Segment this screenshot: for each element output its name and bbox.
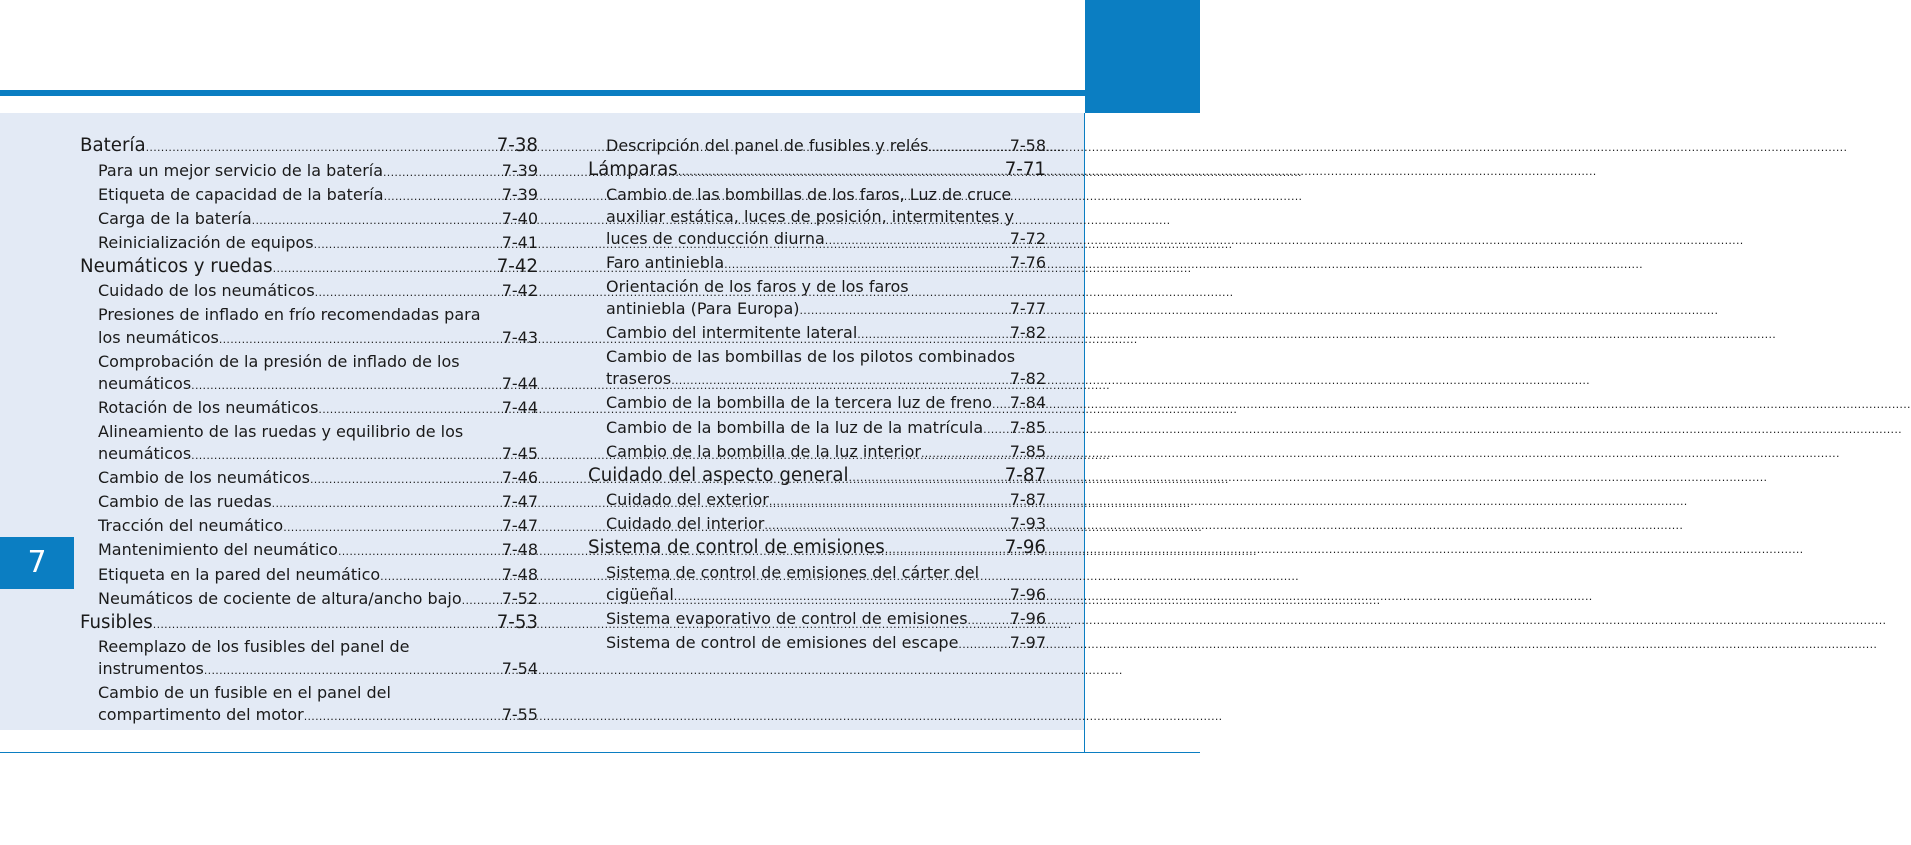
dot-leader [219,327,502,351]
dot-leader [310,467,502,491]
toc-entry[interactable] [588,322,1046,346]
toc-entry[interactable] [80,515,538,539]
toc-entry[interactable] [588,392,1046,416]
toc-page-number[interactable]: 7-47 [501,516,538,536]
toc-page-number[interactable]: 7-47 [501,492,538,512]
toc-entry-title: Cambio de los neumáticos [98,468,310,488]
toc-entry-title: luces de conducción diurna [606,228,825,248]
toc-page-number[interactable]: 7-58 [1009,136,1046,155]
toc-page-number[interactable]: 7-82 [1009,369,1046,389]
toc-page-number[interactable]: 7-41 [501,232,538,252]
toc-page-number[interactable]: 7-85 [1009,417,1046,437]
toc-page-number[interactable]: 7-39 [501,160,538,180]
toc-entry-title: Faro antiniebla [606,252,725,272]
dot-leader [273,256,497,281]
chapter-tab[interactable]: 7 [0,537,74,589]
corner-color-block [1085,0,1200,113]
toc-page-number[interactable]: 7-71 [1004,159,1046,181]
toc-entry-title: Cambio de las bombillas de los pilotos combinados [606,347,1016,367]
toc-entry[interactable] [588,346,1046,392]
toc-entry-title: Sistema de control de emisiones del escape [606,633,959,653]
toc-entry-title: Batería [80,135,146,156]
toc-page-number[interactable]: 7-96 [1009,609,1046,629]
toc-entry-title: antiniebla (Para Europa) [606,299,800,319]
toc-page-number[interactable]: 7-97 [1009,633,1046,653]
dot-leader [671,368,1010,392]
dot-leader [318,397,501,421]
toc-page-number[interactable]: 7-52 [501,588,538,608]
dot-leader [929,135,1010,159]
dot-leader [191,373,502,397]
toc-entry[interactable] [80,636,538,682]
toc-page-number[interactable]: 7-45 [501,444,538,464]
toc-section-entry[interactable] [80,135,538,160]
footer-rule [0,752,1200,753]
toc-section-entry[interactable] [80,612,538,637]
toc-entry[interactable] [80,184,538,208]
toc-entry-title: instrumentos [98,659,204,679]
toc-entry[interactable] [80,564,538,588]
toc-entry[interactable] [80,467,538,491]
toc-entry[interactable] [588,184,1046,252]
toc-page-number[interactable]: 7-96 [1009,585,1046,604]
dot-leader [992,392,1010,416]
toc-entry-title: Cambio de un fusible en el panel del [98,683,391,703]
toc-entry-title: Sistema evaporativo de control de emisiones [606,609,968,629]
dot-leader [724,252,1010,276]
toc-entry[interactable] [80,682,538,728]
toc-entry-title: Descripción del panel de fusibles y relés [606,136,929,155]
dot-leader [384,184,502,208]
toc-entry-title: Fusibles [80,611,153,633]
dot-leader [857,322,1009,346]
dot-leader [849,465,1005,490]
toc-entry-title: Carga de la batería [98,208,252,228]
toc-entry-title: Comprobación de la presión de inflado de los [98,351,460,371]
toc-section-entry[interactable] [588,159,1046,184]
toc-entry[interactable] [80,539,538,563]
dot-leader [825,228,1010,252]
toc-entry-title: Etiqueta en la pared del neumático [98,564,381,584]
toc-entry[interactable] [80,588,538,612]
toc-page-number[interactable]: 7-42 [496,255,538,277]
dot-leader [462,588,502,612]
dot-leader [769,489,1010,513]
toc-entry-title: Mantenimiento del neumático [98,540,338,560]
toc-page-number[interactable]: 7-39 [501,184,538,204]
toc-entry-title: Cambio del intermitente lateral [606,323,858,343]
toc-page-number[interactable]: 7-42 [501,281,538,301]
toc-entry[interactable] [80,397,538,421]
dot-leader [968,608,1010,632]
dot-leader [338,539,502,563]
dot-leader [885,537,1005,562]
dot-leader [191,443,502,467]
toc-page-number[interactable]: 7-87 [1004,464,1046,486]
dot-leader [315,280,502,304]
toc-entry-title: Lámparas [588,159,678,181]
toc-page-number[interactable]: 7-44 [501,397,538,417]
toc-entry[interactable] [80,208,538,232]
toc-entry[interactable] [80,232,538,256]
toc-entry-title: Rotación de los neumáticos [98,397,319,417]
toc-entry[interactable] [588,513,1046,537]
toc-page-number[interactable]: 7-72 [1009,228,1046,248]
toc-page-number[interactable]: 7-55 [501,705,538,725]
dot-leader [153,612,497,637]
toc-entry-title: Cuidado de los neumáticos [98,281,315,301]
toc-page-number[interactable]: 7-48 [501,540,538,560]
toc-entry-title: neumáticos [98,444,192,464]
toc-page-number[interactable]: 7-53 [496,611,538,633]
dot-leader [800,298,1010,322]
dot-leader [272,491,502,515]
header-rule [0,90,1085,96]
dot-leader [380,564,502,588]
toc-column-right [588,135,1046,656]
toc-entry[interactable] [588,135,1046,159]
dot-leader [146,135,497,160]
toc-entry[interactable] [80,351,538,397]
toc-entry-title: neumáticos [98,373,192,393]
toc-page-number[interactable]: 7-96 [1004,537,1046,559]
toc-entry-title: compartimento del motor [98,705,304,725]
dot-leader [958,632,1009,656]
toc-entry-title: Sistema de control de emisiones [588,537,885,559]
toc-section-entry[interactable] [588,465,1046,490]
toc-page-number[interactable]: 7-43 [501,327,538,347]
toc-page-number[interactable]: 7-38 [496,135,538,156]
toc-page-number[interactable]: 7-48 [501,564,538,584]
toc-entry-title: Tracción del neumático [98,516,284,536]
toc-entry[interactable] [588,252,1046,276]
toc-entry-title: Cambio de las ruedas [98,492,272,512]
dot-leader [921,441,1010,465]
toc-page-number[interactable]: 7-76 [1009,252,1046,272]
toc-entry-title: Cambio de las bombillas de los faros, Luz de cruce [606,184,1012,204]
toc-entry-title: traseros [606,369,672,389]
toc-entry-title: Cambio de la bombilla de la tercera luz de freno [606,393,993,413]
toc-entry-title: Etiqueta de capacidad de la batería [98,184,384,204]
dot-leader [304,704,502,728]
toc-entry-title: Orientación de los faros y de los faros [606,276,909,296]
toc-page-number[interactable]: 7-40 [501,208,538,228]
toc-entry[interactable] [588,276,1046,322]
toc-entry[interactable] [588,417,1046,441]
toc-entry-title: Cambio de la bombilla de la luz de la matrícula [606,417,984,437]
dot-leader [283,515,501,539]
toc-entry-title: Cuidado del aspecto general [588,464,849,486]
toc-page-number[interactable]: 7-87 [1009,490,1046,510]
toc-entry-title: Sistema de control de emisiones del cárter del [606,562,980,582]
toc-page-number[interactable]: 7-54 [501,659,538,679]
dot-leader [674,584,1010,608]
toc-column-left [80,135,538,729]
toc-page-number[interactable]: 7-46 [501,468,538,488]
dot-leader [252,208,502,232]
toc-entry-title: Reemplazo de los fusibles del panel de [98,637,410,657]
toc-entry-title: auxiliar estática, luces de posición, intermitentes y [606,206,1015,226]
toc-page-number[interactable]: 7-85 [1009,441,1046,461]
toc-entry[interactable] [588,608,1046,632]
toc-section-entry[interactable] [80,256,538,281]
dot-leader [678,159,1005,184]
toc-entry-title: Cuidado del interior [606,514,765,534]
toc-entry-title: Alineamiento de las ruedas y equilibrio de los [98,421,464,441]
dot-leader [383,160,502,184]
dot-leader [314,232,502,256]
toc-entry-title: Neumáticos de cociente de altura/ancho bajo [98,588,462,608]
toc-entry[interactable] [80,304,538,350]
toc-entry-title: los neumáticos [98,327,219,347]
toc-page-number[interactable]: 7-77 [1009,299,1046,319]
toc-page-number[interactable]: 7-93 [1009,514,1046,534]
toc-entry[interactable] [80,160,538,184]
toc-entry[interactable] [80,280,538,304]
toc-entry[interactable] [80,491,538,515]
toc-entry-title: Para un mejor servicio de la batería [98,160,384,180]
toc-entry-title: Neumáticos y ruedas [80,255,273,277]
toc-section-entry[interactable] [588,537,1046,562]
dot-leader [204,658,502,682]
toc-entry[interactable] [588,632,1046,656]
toc-entry[interactable] [588,441,1046,465]
toc-entry[interactable] [588,562,1046,608]
toc-entry-title: Presiones de inflado en frío recomendadas para [98,305,481,325]
toc-entry-title: cigüeñal [606,585,674,604]
toc-page-number[interactable]: 7-82 [1009,323,1046,343]
toc-entry-title: Reinicialización de equipos [98,232,314,252]
toc-entry[interactable] [80,421,538,467]
toc-page-number[interactable]: 7-44 [501,373,538,393]
toc-page-number[interactable]: 7-84 [1009,393,1046,413]
dot-leader [983,417,1010,441]
toc-entry-title: Cambio de la bombilla de la luz interior [606,441,921,461]
dot-leader [764,513,1009,537]
toc-entry[interactable] [588,489,1046,513]
toc-entry-title: Cuidado del exterior [606,490,769,510]
